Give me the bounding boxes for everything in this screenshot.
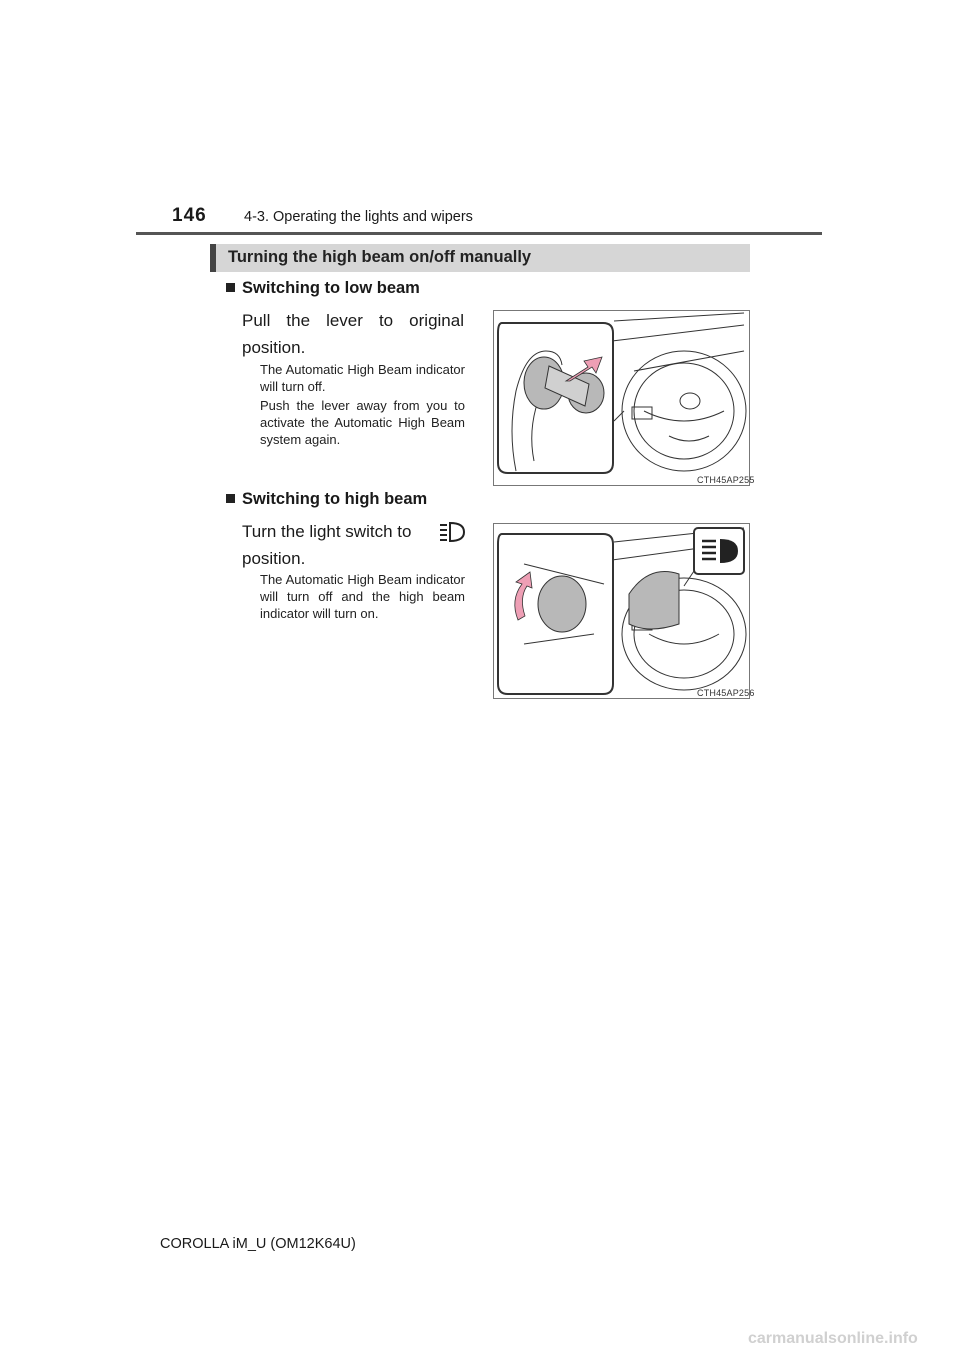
- bullet-square-icon: [226, 283, 235, 292]
- low-beam-note-2: Push the lever away from you to activate the Automatic High Beam system again.: [260, 398, 465, 447]
- footer-model: COROLLA iM_U (OM12K64U): [160, 1236, 356, 1252]
- low-beam-instruction: Pull the lever to original position.: [242, 311, 464, 357]
- high-beam-figure: [493, 523, 755, 699]
- section-title: Turning the high beam on/off manually: [228, 248, 532, 266]
- watermark: carmanualsonline.info: [748, 1330, 918, 1347]
- low-beam-note-1: The Automatic High Beam indicator will turn off.: [260, 362, 465, 394]
- high-beam-note-1: The Automatic High Beam indicator will turn off and the high beam indicator will turn on.: [260, 572, 465, 621]
- chapter-title: 4-3. Operating the lights and wipers: [244, 209, 473, 225]
- header-rule: [136, 232, 822, 235]
- high-beam-instruction-a: Turn the light switch to: [242, 522, 412, 541]
- low-beam-heading: Switching to low beam: [226, 279, 420, 298]
- high-beam-heading: Switching to high beam: [226, 490, 427, 509]
- section-header: [210, 244, 750, 272]
- low-beam-figure: [493, 310, 755, 486]
- high-beam-instruction-b: position.: [242, 549, 306, 568]
- lever-pull-illustration: [494, 311, 749, 485]
- figure-code: CTH45AP256: [697, 688, 755, 698]
- lever-push-illustration: [494, 524, 749, 698]
- figure-code: CTH45AP255: [697, 475, 755, 485]
- bullet-square-icon: [226, 494, 235, 503]
- page-number: 146: [172, 205, 207, 226]
